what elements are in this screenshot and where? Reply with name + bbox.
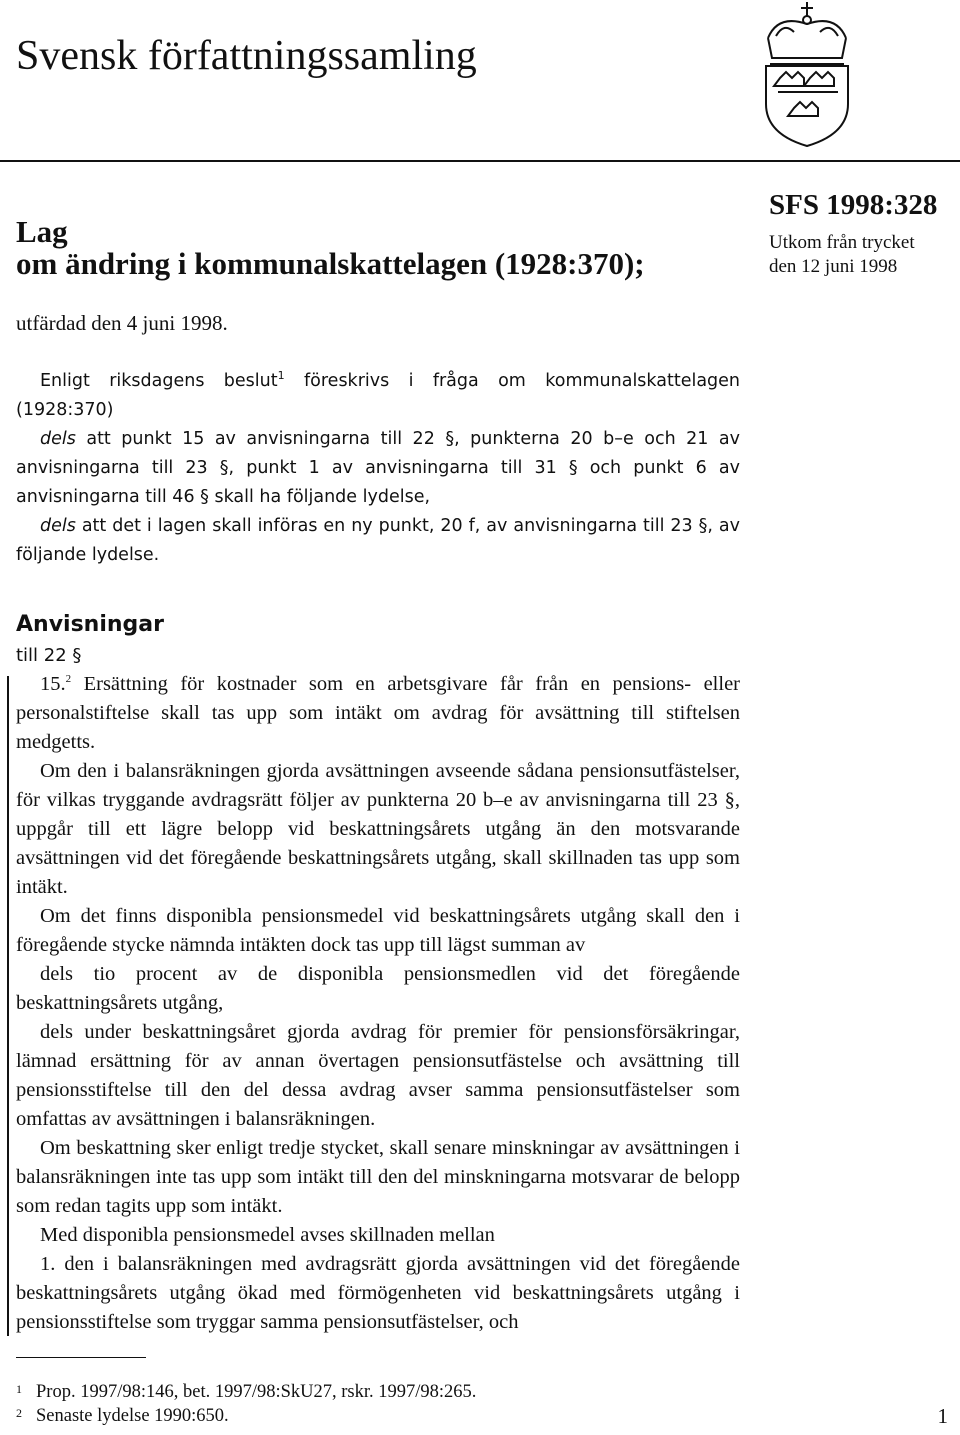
body-paragraph-5: dels under beskattningsåret gjorda avdrag för premier för pensionsförsäkringar, lämnad ersättning för av annan övertagen pensionsutfästelse och avsättning till pensionsstiftelse till den del dessa avdrag avser samma pensionsutfästelser som omfattas av avsättningen i balansräkningen.: [16, 1021, 740, 1130]
change-bar: [7, 676, 9, 1336]
intro-text: [16, 367, 740, 570]
footnote-ref-1[interactable]: 1: [277, 369, 285, 383]
publication-info: [769, 231, 915, 279]
body-paragraph-2: Om den i balansräkningen gjorda avsättningen avseende sådana pensionsutfästelser, för vilkas tryggande avdragsrätt följer av punkterna 20 b–e av anvisningarna till 23 §, uppgår till ett lägre belopp vid beskattningsårets utgång än den motsvarande avsättningen vid det föregående beskattningsårets utgång, skall skillnaden tas upp som intäkt.: [16, 760, 740, 898]
law-heading: [16, 216, 645, 280]
footnote-1: 1 Prop. 1997/98:146, bet. 1997/98:SkU27, rskr. 1997/98:265.: [16, 1382, 477, 1402]
law-type: Lag: [16, 214, 68, 249]
footnotes: [16, 1380, 476, 1428]
body-paragraph-6: Om beskattning sker enligt tredje stycket, skall senare minskningar av avsättningen i balansräkningen inte tas upp som intäkt till den del minskningarna motsvarar de belopp som redan tagits upp som intäkt.: [16, 1137, 740, 1217]
footnote-rule: [16, 1357, 146, 1358]
section-title: Anvisningar: [16, 612, 164, 637]
body-paragraph-1: 15.$^2$ Ersättning för kostnader som en arbetsgivare får från en pensions- eller personalstiftelse skall tas upp som intäkt om avdrag för avsättning till stiftelsen medgetts.: [16, 673, 740, 753]
section-reference: till 22 §: [16, 645, 82, 666]
intro-paragraph-3: dels att det i lagen skall införas en ny punkt, 20 f, av anvisningarna till 23 §, av följande lydelse.: [16, 516, 740, 565]
footnote-ref-2[interactable]: 2: [65, 673, 72, 686]
issued-date: utfärdad den 4 juni 1998.: [16, 311, 228, 335]
sfs-number: SFS 1998:328: [769, 189, 938, 221]
body-paragraph-8: 1. den i balansräkningen med avdragsrätt gjorda avsättningen vid det föregående beskattningsårets utgång ökad med förmögenheten vid beskattningsårets utgång i pensionsstiftelse som tryggar samma pensionsutfästelser, och: [16, 1253, 740, 1333]
body-paragraph-3: Om det finns disponibla pensionsmedel vid beskattningsårets utgång skall den i föregående stycke nämnda intäkten dock tas upp till lägst summan av: [16, 905, 740, 956]
body-paragraph-4: dels tio procent av de disponibla pensionsmedlen vid det föregående beskattningsårets utgång,: [16, 963, 740, 1014]
intro-paragraph-2: dels att punkt 15 av anvisningarna till 22 §, punkterna 20 b–e och 21 av anvisningarna till 23 §, punkt 1 av anvisningarna till 31 § och punkt 6 av anvisningarna till 46 § skall ha följande lydelse,: [16, 429, 740, 507]
law-title: om ändring i kommunalskattelagen (1928:370);: [16, 246, 645, 281]
body-paragraph-7: Med disponibla pensionsmedel avses skillnaden mellan: [40, 1224, 495, 1246]
footnote-2: 2 Senaste lydelse 1990:650.: [16, 1406, 229, 1426]
header-rule: [0, 160, 960, 162]
intro-paragraph-1: Enligt riksdagens beslut$^1$ föreskrivs i fråga om kommunalskattelagen (1928:370): [16, 369, 741, 420]
published-line-2: den 12 juni 1998: [769, 256, 898, 277]
series-title: Svensk författningssamling: [16, 33, 477, 79]
swedish-royal-arms-icon: [758, 0, 856, 148]
published-line-1: Utkom från trycket: [769, 232, 915, 253]
section-body: [16, 670, 740, 1337]
page-number: 1: [937, 1404, 948, 1428]
